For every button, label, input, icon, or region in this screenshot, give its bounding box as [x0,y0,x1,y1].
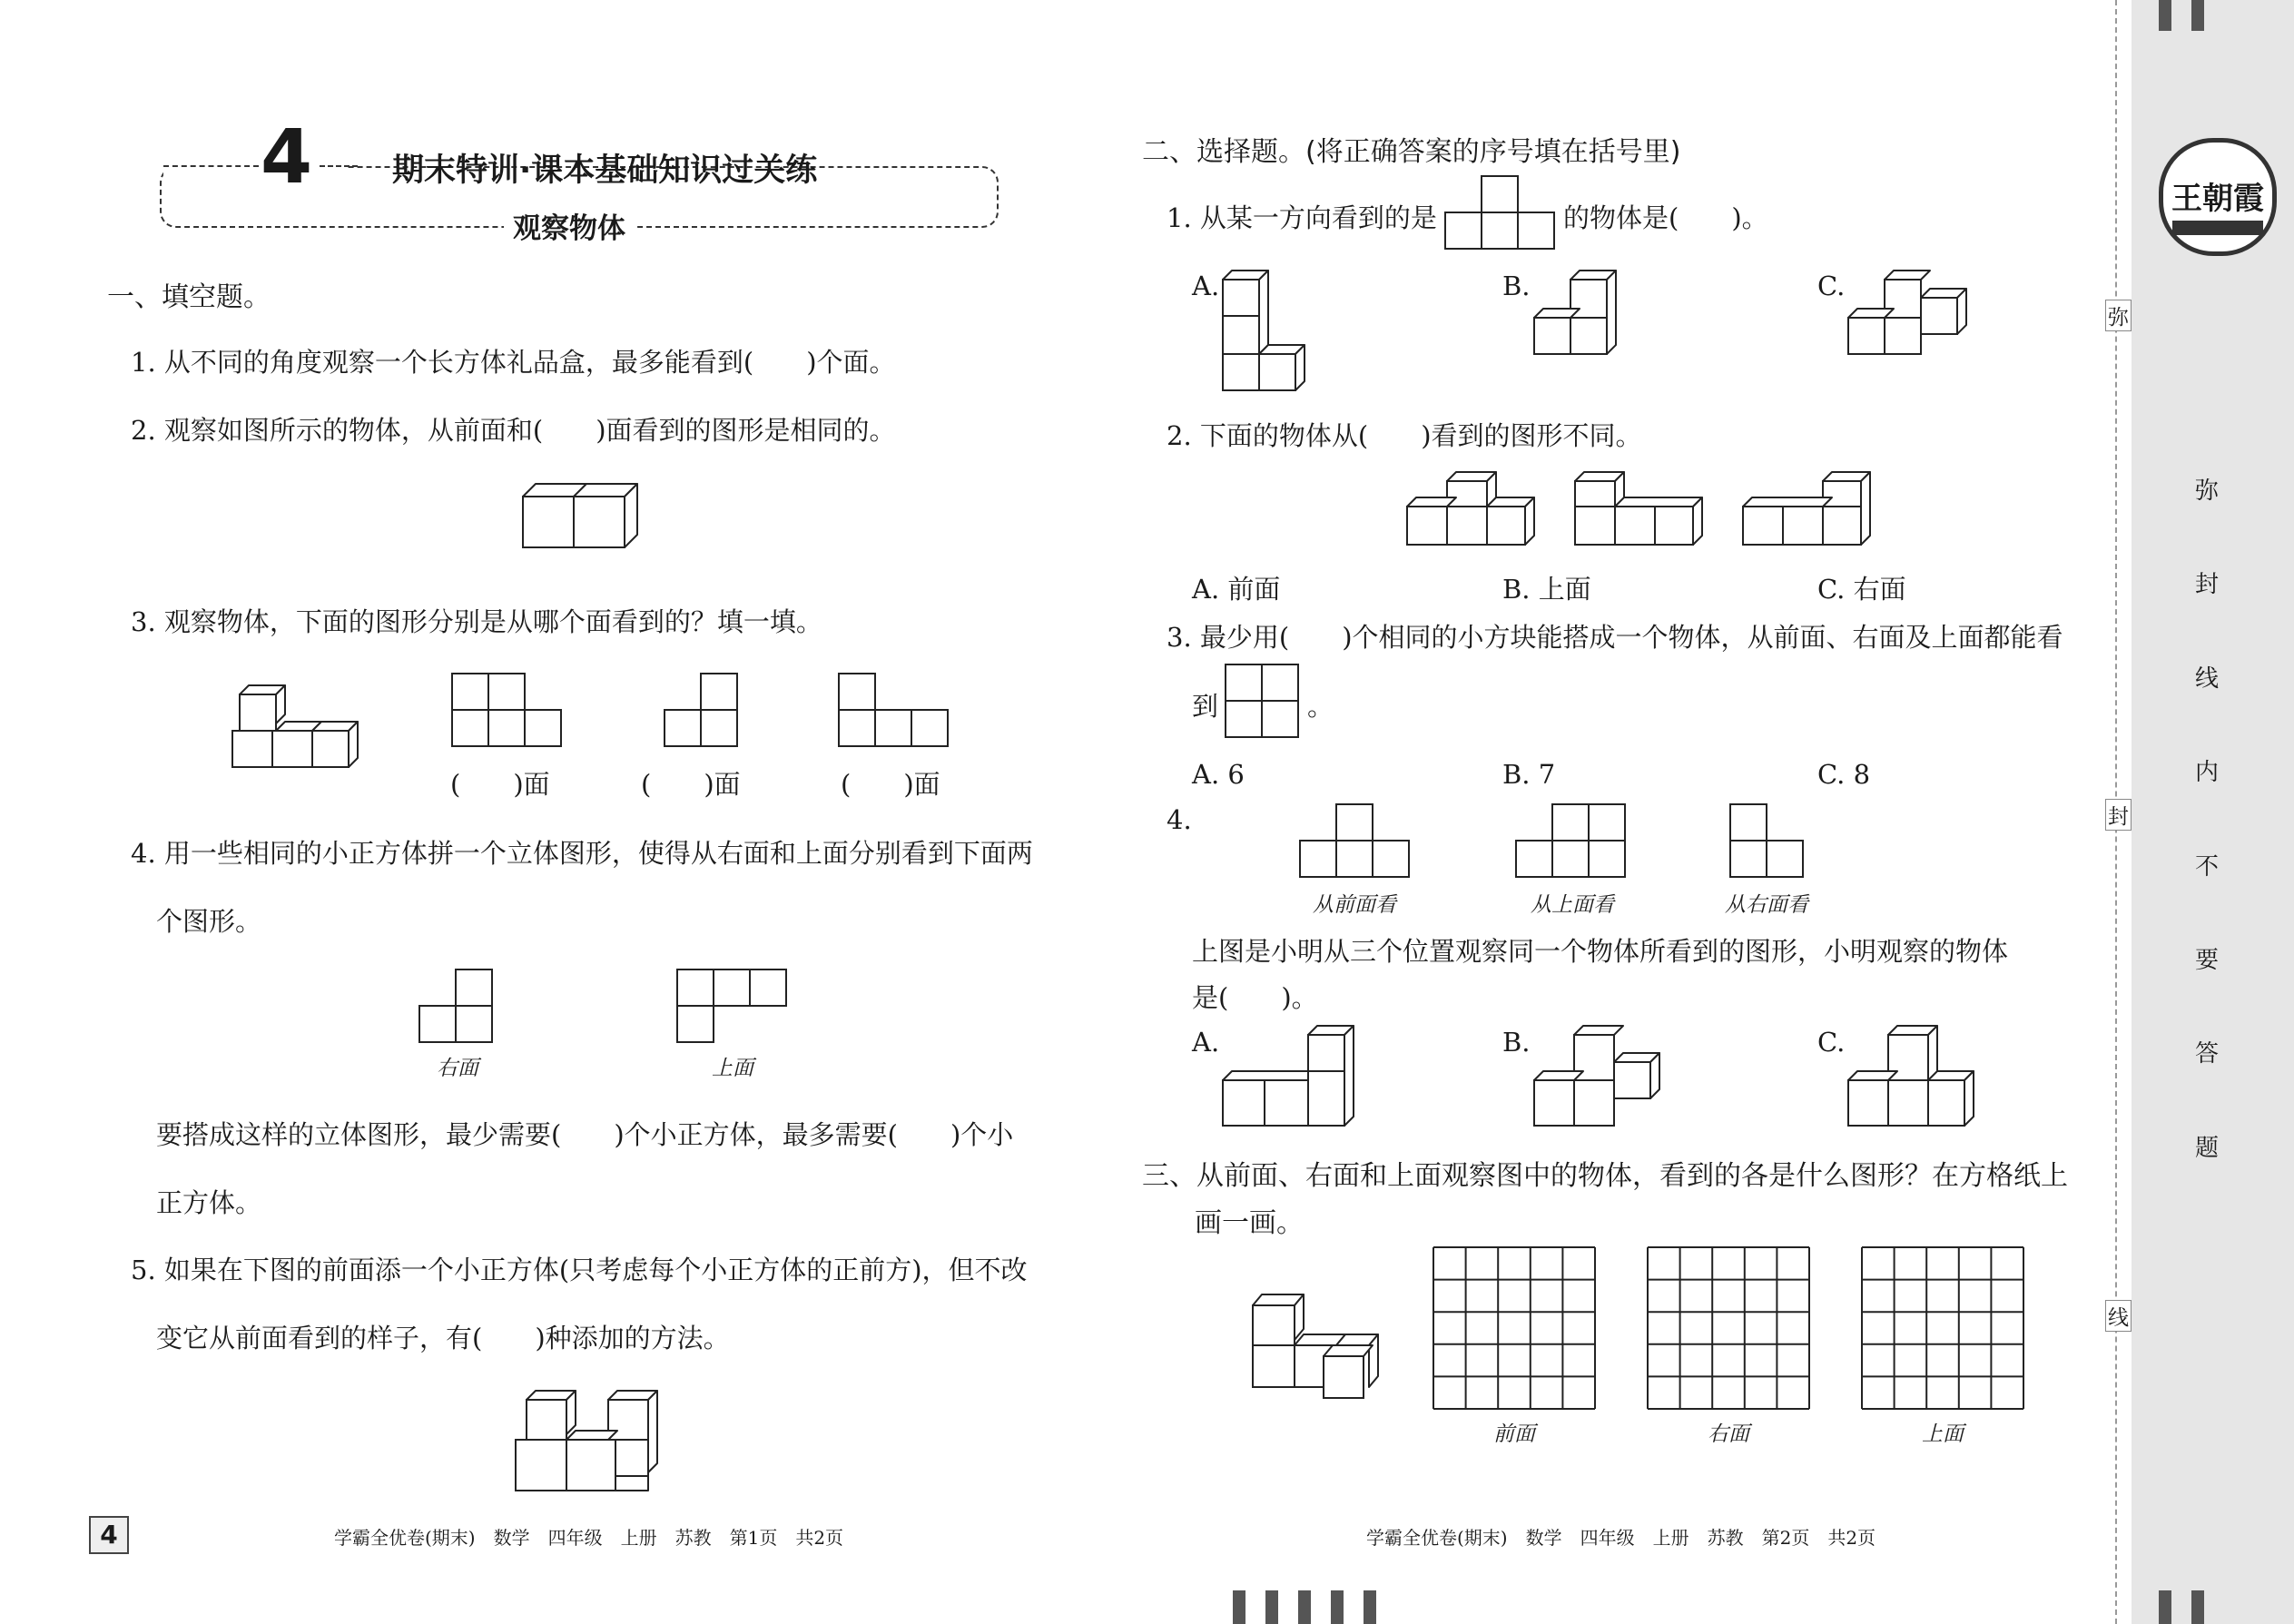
question-number: 4. [1167,804,1192,835]
option-label: A. [1192,271,1220,301]
registration-mark [2159,1590,2171,1624]
view-shape [1728,802,1810,884]
view-label: 上面 [712,1057,753,1080]
option-label: C. [1817,271,1846,301]
registration-mark [1265,1590,1278,1624]
view-shape [675,968,793,1049]
question-text: 3. 最少用( )个相同的小方块能搭成一个物体，从前面、右面及上面都能看 [1167,622,2063,653]
option-figure-a [1405,463,1541,554]
footer-text: 学霸全优卷(期末) 数学 四年级 上册 苏教 第1页 共2页 [334,1527,844,1549]
question-text: 正方体。 [156,1187,262,1218]
seal-char: 要 [2195,947,2220,974]
registration-mark [1364,1590,1376,1624]
question-text: 是( )。 [1192,982,1318,1013]
seal-char: 封 [2195,571,2220,598]
view-shape [1514,802,1632,884]
page-badge: 4 [89,1516,129,1554]
page-title: 期末特训·课本基础知识过关练 [392,153,818,189]
grid-paper-front[interactable] [1433,1246,1596,1410]
seal-char: 内 [2195,759,2220,786]
view-shape [1298,802,1416,884]
seal-char: 题 [2195,1135,2220,1162]
grid-label: 右面 [1708,1422,1749,1446]
question-text: 的物体是( )。 [1563,202,1768,233]
question-text: 1. 从某一方向看到的是 [1167,202,1437,233]
option-label: A. [1192,1027,1220,1058]
view-shape [450,672,568,753]
option-text: B. 上面 [1502,574,1591,605]
cube-figure [1247,1289,1393,1407]
brand-logo: 王朝霞 [2159,138,2277,256]
grid-paper-top[interactable] [1861,1246,2024,1410]
view-label: 从前面看 [1313,893,1396,917]
question-text: 上图是小明从三个位置观察同一个物体所看到的图形，小明观察的物体 [1192,936,2009,967]
view-label: 从右面看 [1725,893,1808,917]
section-heading: 二、选择题。(将正确答案的序号填在括号里) [1142,136,1681,168]
section-heading: 一、填空题。 [107,281,271,313]
seal-char: 弥 [2195,477,2220,505]
answer-blank[interactable]: ( )面 [450,769,550,800]
option-figure-b [1573,463,1709,554]
question-text: 5. 如果在下图的前面添一个小正方体(只考虑每个小正方体的正前方)，但不改 [131,1255,1028,1285]
seal-char: 答 [2195,1040,2220,1068]
view-shape [1224,663,1305,744]
view-shape [837,672,955,753]
option-figure-b [1532,1024,1678,1133]
option-figure-b [1532,269,1659,369]
question-text: 要搭成这样的立体图形，最少需要( )个小正方体，最多需要( )个小 [156,1119,1014,1150]
option-figure-c [1741,463,1877,554]
section-heading: 三、从前面、右面和上面观察图中的物体，看到的各是什么图形？在方格纸上 [1142,1160,2068,1192]
registration-mark [1331,1590,1344,1624]
edge-char: 弥 [2105,300,2132,331]
question-text: 2. 观察如图所示的物体，从前面和( )面看到的图形是相同的。 [131,415,896,446]
view-shape [418,968,499,1049]
grid-label: 前面 [1493,1422,1535,1446]
question-text: 3. 观察物体，下面的图形分别是从哪个面看到的？填一填。 [131,606,822,637]
answer-blank[interactable]: ( )面 [641,769,741,800]
option-text: A. 前面 [1192,574,1281,605]
grid-paper-right[interactable] [1647,1246,1810,1410]
option-figure-c [1846,1024,1992,1133]
option-text: C. 右面 [1817,574,1906,605]
question-text: 到 [1192,691,1219,722]
question-text: 2. 下面的物体从( )看到的图形不同。 [1167,420,1642,451]
option-label: C. [1817,1027,1846,1058]
option-figure-a [1221,1024,1366,1133]
cube-figure [517,477,663,567]
registration-mark [2191,0,2204,31]
unit-number: 4 [261,114,313,201]
option-label: B. [1502,271,1531,301]
seal-char: 不 [2195,853,2220,881]
question-text: 1. 从不同的角度观察一个长方体礼品盒，最多能看到( )个面。 [131,347,896,378]
view-label: 右面 [437,1057,478,1080]
registration-mark [1298,1590,1311,1624]
footer-text: 学霸全优卷(期末) 数学 四年级 上册 苏教 第2页 共2页 [1366,1527,1876,1549]
section-heading: 画一画。 [1195,1207,1304,1239]
view-shape [1443,174,1561,256]
answer-blank[interactable]: ( )面 [841,769,940,800]
registration-mark [2191,1590,2204,1624]
option-figure-a [1221,269,1321,396]
edge-char: 线 [2105,1300,2132,1332]
view-label: 从上面看 [1531,893,1614,917]
registration-mark [2159,0,2171,31]
registration-mark [1233,1590,1245,1624]
seal-char: 线 [2195,665,2220,693]
cube-figure [510,1380,674,1507]
option-label: B. [1502,1027,1531,1058]
cube-figure [227,676,372,785]
grid-label: 上面 [1922,1422,1964,1446]
question-text: 变它从前面看到的样子，有( )种添加的方法。 [156,1323,730,1353]
question-text: 。 [1307,691,1334,722]
edge-char: 封 [2105,799,2132,831]
question-text: 4. 用一些相同的小正方体拼一个立体图形，使得从右面和上面分别看到下面两 [131,838,1033,869]
page-subtitle: 观察物体 [504,205,635,246]
option-figure-c [1846,269,2001,369]
question-text: 个图形。 [156,906,262,937]
option-text: B. 7 [1502,759,1556,790]
option-text: C. 8 [1817,759,1871,790]
view-shape [663,672,744,753]
option-text: A. 6 [1192,759,1245,790]
